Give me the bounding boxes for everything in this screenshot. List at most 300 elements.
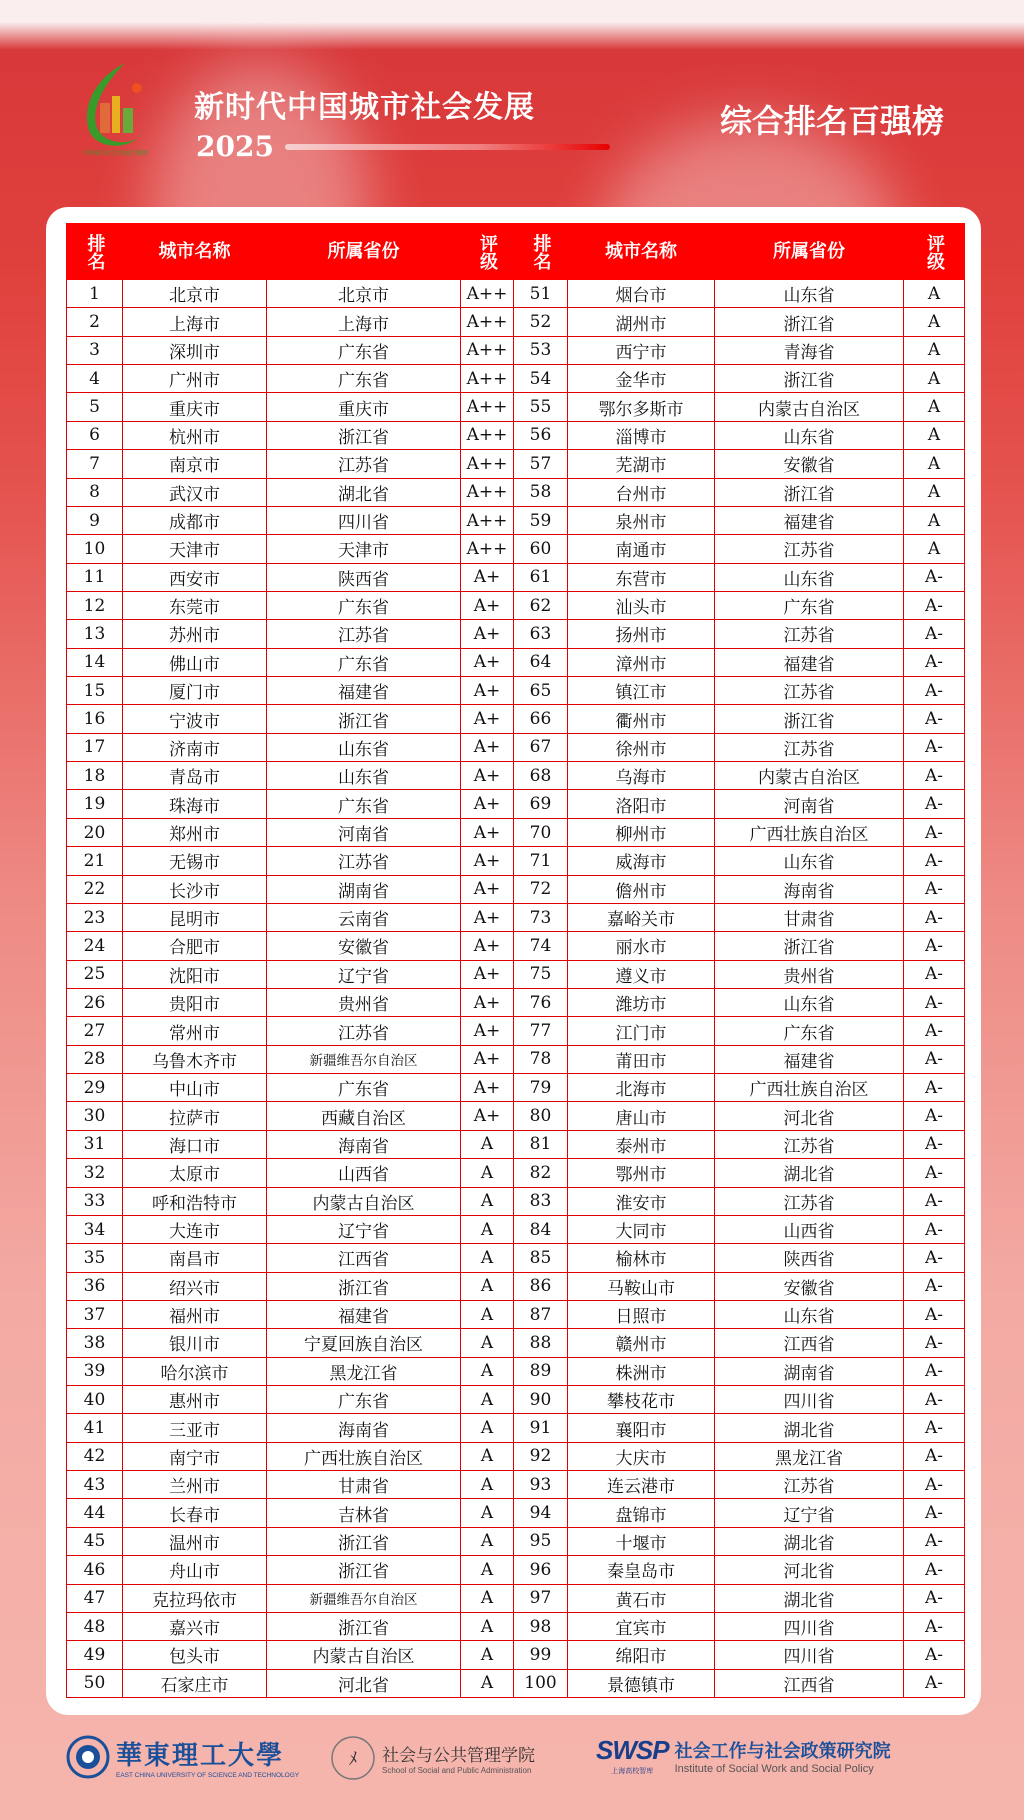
table-row [67,336,965,364]
cell-grade: A- [904,1102,965,1130]
cell-city: 日照市 [568,1300,715,1328]
cell-province: 江苏省 [715,733,904,761]
cell-city: 秦皇岛市 [568,1556,715,1584]
cell-grade: A [461,1159,514,1187]
header-grade: 评级 [461,224,514,280]
cell-grade: A- [904,1329,965,1357]
footer [0,1735,1024,1785]
table-row [67,1556,965,1584]
cell-province: 广东省 [267,1074,461,1102]
cell-province: 湖北省 [715,1584,904,1612]
cell-city: 西宁市 [568,336,715,364]
cell-rank: 100 [514,1669,568,1697]
cell-province: 广西壮族自治区 [715,1074,904,1102]
cell-province: 湖南省 [267,875,461,903]
cell-grade: A- [904,1357,965,1385]
cell-city: 无锡市 [123,847,267,875]
cell-rank: 96 [514,1556,568,1584]
table-row [67,506,965,534]
cell-rank: 95 [514,1527,568,1555]
cell-city: 北海市 [568,1074,715,1102]
cell-province: 天津市 [267,535,461,563]
cell-city: 镇江市 [568,677,715,705]
cell-city: 长春市 [123,1499,267,1527]
cell-province: 云南省 [267,903,461,931]
cell-province: 浙江省 [267,1612,461,1640]
cell-city: 天津市 [123,535,267,563]
cell-city: 大庆市 [568,1442,715,1470]
cell-city: 中山市 [123,1074,267,1102]
cell-grade: A++ [461,336,514,364]
cell-grade: A+ [461,875,514,903]
cell-rank: 69 [514,790,568,818]
cell-province: 广东省 [267,648,461,676]
cell-province: 江苏省 [267,620,461,648]
cell-province: 江苏省 [267,847,461,875]
cell-city: 攀枝花市 [568,1386,715,1414]
cell-grade: A+ [461,705,514,733]
table-row [67,790,965,818]
swsp-badge-sub: 上海高校智库 [611,1767,654,1775]
cell-city: 大连市 [123,1215,267,1243]
cell-rank: 71 [514,847,568,875]
cell-rank: 73 [514,903,568,931]
cell-city: 哈尔滨市 [123,1357,267,1385]
cell-grade: A [461,1471,514,1499]
cell-grade: A- [904,847,965,875]
cell-grade: A [904,450,965,478]
cell-grade: A+ [461,733,514,761]
table-row [67,1584,965,1612]
cell-rank: 63 [514,620,568,648]
cell-province: 湖北省 [715,1527,904,1555]
school-name-cn: 社会与公共管理学院 [382,1746,535,1766]
cell-grade: A [904,478,965,506]
cell-grade: A+ [461,762,514,790]
cell-grade: A- [904,1215,965,1243]
cell-province: 广东省 [267,365,461,393]
cell-province: 内蒙古自治区 [267,1641,461,1669]
cell-province: 宁夏回族自治区 [267,1329,461,1357]
cell-city: 乌鲁木齐市 [123,1045,267,1073]
cell-rank: 27 [67,1017,123,1045]
cell-rank: 80 [514,1102,568,1130]
cell-city: 榆林市 [568,1244,715,1272]
header-rank: 排名 [67,224,123,280]
cell-rank: 65 [514,677,568,705]
cell-rank: 54 [514,365,568,393]
cell-grade: A+ [461,1102,514,1130]
cell-grade: A- [904,677,965,705]
cell-rank: 57 [514,450,568,478]
cell-province: 浙江省 [715,365,904,393]
cell-grade: A+ [461,960,514,988]
cell-grade: A++ [461,535,514,563]
cell-province: 湖北省 [715,1414,904,1442]
cell-city: 威海市 [568,847,715,875]
cell-city: 青岛市 [123,762,267,790]
cell-province: 山西省 [715,1215,904,1243]
table-row [67,1357,965,1385]
cell-grade: A- [904,818,965,846]
cell-grade: A- [904,1159,965,1187]
cell-rank: 55 [514,393,568,421]
cell-grade: A++ [461,365,514,393]
table-row [67,1244,965,1272]
cell-city: 洛阳市 [568,790,715,818]
cell-province: 广西壮族自治区 [715,818,904,846]
cell-province: 陕西省 [267,563,461,591]
cell-grade: A [904,336,965,364]
cell-province: 黑龙江省 [267,1357,461,1385]
table-row [67,648,965,676]
cell-rank: 78 [514,1045,568,1073]
cell-grade: A- [904,1244,965,1272]
cell-city: 衢州市 [568,705,715,733]
cell-city: 郑州市 [123,818,267,846]
swsp-name-cn: 社会工作与社会政策研究院 [674,1740,891,1762]
table-row [67,1102,965,1130]
cell-grade: A [904,535,965,563]
cell-city: 唐山市 [568,1102,715,1130]
cell-grade: A+ [461,903,514,931]
cell-grade: A+ [461,677,514,705]
ecust-logo [66,1735,299,1779]
table-row [67,478,965,506]
table-row [67,733,965,761]
table-row [67,1414,965,1442]
cell-grade: A- [904,960,965,988]
cell-rank: 88 [514,1329,568,1357]
cell-rank: 50 [67,1669,123,1697]
cell-city: 扬州市 [568,620,715,648]
cell-province: 内蒙古自治区 [715,393,904,421]
cell-rank: 35 [67,1244,123,1272]
cell-grade: A [461,1612,514,1640]
cell-grade: A [461,1641,514,1669]
header-city: 城市名称 [123,224,267,280]
cell-rank: 37 [67,1300,123,1328]
page-subtitle: 综合排名百强榜 [720,102,945,140]
cell-rank: 28 [67,1045,123,1073]
cell-grade: A++ [461,421,514,449]
cell-city: 鄂州市 [568,1159,715,1187]
cell-province: 广东省 [267,591,461,619]
cell-grade: A- [904,1471,965,1499]
cell-province: 江苏省 [715,620,904,648]
table-row [67,705,965,733]
cell-grade: A++ [461,308,514,336]
cell-province: 山东省 [715,421,904,449]
cell-city: 南通市 [568,535,715,563]
cell-province: 海南省 [267,1414,461,1442]
cell-rank: 1 [67,280,123,308]
cell-grade: A++ [461,506,514,534]
cell-rank: 10 [67,535,123,563]
cell-city: 宁波市 [123,705,267,733]
cell-province: 江苏省 [267,1017,461,1045]
cell-rank: 92 [514,1442,568,1470]
cell-city: 重庆市 [123,393,267,421]
school-emblem-icon [330,1735,376,1781]
cell-grade: A [461,1244,514,1272]
cell-province: 贵州省 [267,988,461,1016]
table-row [67,875,965,903]
cell-grade: A- [904,1499,965,1527]
cell-city: 佛山市 [123,648,267,676]
cell-grade: A [461,1499,514,1527]
cell-grade: A [461,1272,514,1300]
cell-province: 江苏省 [267,450,461,478]
table-row [67,1386,965,1414]
cell-city: 长沙市 [123,875,267,903]
cell-grade: A- [904,1017,965,1045]
svg-text:中国城市社会发展百强榜: 中国城市社会发展百强榜 [81,150,149,157]
cell-rank: 29 [67,1074,123,1102]
cell-rank: 66 [514,705,568,733]
table-row [67,1074,965,1102]
cell-city: 株洲市 [568,1357,715,1385]
cell-grade: A++ [461,478,514,506]
cell-rank: 7 [67,450,123,478]
cell-province: 湖北省 [267,478,461,506]
cell-province: 吉林省 [267,1499,461,1527]
cell-city: 福州市 [123,1300,267,1328]
cell-grade: A- [904,790,965,818]
cell-city: 拉萨市 [123,1102,267,1130]
cell-rank: 75 [514,960,568,988]
ecust-emblem-icon [66,1735,110,1779]
cell-province: 青海省 [715,336,904,364]
cell-province: 甘肃省 [715,903,904,931]
cell-rank: 84 [514,1215,568,1243]
table-row [67,535,965,563]
cell-city: 柳州市 [568,818,715,846]
cell-city: 苏州市 [123,620,267,648]
cell-grade: A- [904,563,965,591]
cell-grade: A- [904,1386,965,1414]
cell-province: 湖北省 [715,1159,904,1187]
cell-rank: 30 [67,1102,123,1130]
table-row [67,280,965,308]
cell-rank: 49 [67,1641,123,1669]
year-label: 2025 [196,130,274,163]
cell-province: 辽宁省 [715,1499,904,1527]
cell-city: 合肥市 [123,932,267,960]
cell-province: 山东省 [715,988,904,1016]
cell-grade: A- [904,1130,965,1158]
cell-grade: A+ [461,790,514,818]
table-row [67,620,965,648]
cell-grade: A [461,1527,514,1555]
cell-rank: 24 [67,932,123,960]
cell-province: 辽宁省 [267,1215,461,1243]
table-row [67,1017,965,1045]
cell-grade: A [461,1386,514,1414]
cell-rank: 86 [514,1272,568,1300]
cell-province: 山东省 [715,847,904,875]
cell-grade: A- [904,1669,965,1697]
cell-city: 克拉玛依市 [123,1584,267,1612]
cell-province: 四川省 [715,1612,904,1640]
cell-rank: 20 [67,818,123,846]
cell-grade: A [461,1300,514,1328]
cell-province: 重庆市 [267,393,461,421]
cell-province: 河北省 [715,1556,904,1584]
cell-city: 三亚市 [123,1414,267,1442]
cell-grade: A- [904,762,965,790]
school-logo [330,1735,535,1781]
cell-province: 广东省 [267,1386,461,1414]
cell-province: 西藏自治区 [267,1102,461,1130]
cell-city: 贵阳市 [123,988,267,1016]
cell-province: 浙江省 [715,705,904,733]
table-row [67,988,965,1016]
cell-province: 山东省 [715,563,904,591]
table-row [67,1612,965,1640]
table-row [67,960,965,988]
cell-rank: 68 [514,762,568,790]
cell-rank: 70 [514,818,568,846]
cell-rank: 99 [514,1641,568,1669]
cell-city: 汕头市 [568,591,715,619]
cell-grade: A [904,506,965,534]
cell-grade: A+ [461,932,514,960]
cell-city: 黄石市 [568,1584,715,1612]
table-row [67,1442,965,1470]
cell-rank: 44 [67,1499,123,1527]
cell-province: 新疆维吾尔自治区 [267,1584,461,1612]
cell-city: 景德镇市 [568,1669,715,1697]
cell-grade: A- [904,903,965,931]
cell-province: 广东省 [267,336,461,364]
cell-grade: A [461,1187,514,1215]
cell-city: 台州市 [568,478,715,506]
cell-grade: A- [904,1556,965,1584]
cell-province: 河南省 [267,818,461,846]
cell-city: 济南市 [123,733,267,761]
cell-city: 漳州市 [568,648,715,676]
cell-province: 安徽省 [267,932,461,960]
cell-province: 江西省 [715,1329,904,1357]
cell-rank: 25 [67,960,123,988]
cell-province: 内蒙古自治区 [715,762,904,790]
table-row [67,1527,965,1555]
cell-grade: A [461,1414,514,1442]
ranking-table [66,223,965,1698]
cell-rank: 21 [67,847,123,875]
cell-grade: A [904,393,965,421]
cell-city: 呼和浩特市 [123,1187,267,1215]
cell-city: 淮安市 [568,1187,715,1215]
table-row [67,1159,965,1187]
cell-grade: A [904,280,965,308]
cell-city: 连云港市 [568,1471,715,1499]
cell-city: 深圳市 [123,336,267,364]
cell-grade: A- [904,1612,965,1640]
table-row [67,1471,965,1499]
cell-city: 泉州市 [568,506,715,534]
cell-province: 海南省 [715,875,904,903]
cell-province: 江苏省 [715,1130,904,1158]
cell-city: 包头市 [123,1641,267,1669]
cell-rank: 18 [67,762,123,790]
cell-city: 石家庄市 [123,1669,267,1697]
cell-rank: 39 [67,1357,123,1385]
cell-province: 江苏省 [715,535,904,563]
cell-city: 南宁市 [123,1442,267,1470]
cell-rank: 23 [67,903,123,931]
cell-province: 上海市 [267,308,461,336]
header-city: 城市名称 [568,224,715,280]
cell-grade: A+ [461,1045,514,1073]
cell-city: 遵义市 [568,960,715,988]
cell-city: 湖州市 [568,308,715,336]
cell-grade: A [461,1669,514,1697]
cell-rank: 3 [67,336,123,364]
cell-city: 鄂尔多斯市 [568,393,715,421]
header-province: 所属省份 [267,224,461,280]
cell-grade: A- [904,875,965,903]
cell-rank: 33 [67,1187,123,1215]
cell-rank: 62 [514,591,568,619]
cell-city: 东莞市 [123,591,267,619]
cell-province: 浙江省 [267,1556,461,1584]
swsp-logo [596,1735,891,1776]
cell-province: 陕西省 [715,1244,904,1272]
cell-rank: 97 [514,1584,568,1612]
cell-rank: 36 [67,1272,123,1300]
cell-rank: 81 [514,1130,568,1158]
cell-grade: A++ [461,450,514,478]
table-row [67,1669,965,1697]
table-row [67,847,965,875]
table-row [67,677,965,705]
cell-province: 浙江省 [267,1527,461,1555]
table-row [67,1130,965,1158]
cell-city: 丽水市 [568,932,715,960]
cell-province: 江西省 [715,1669,904,1697]
table-row [67,1329,965,1357]
cell-province: 江苏省 [715,1187,904,1215]
cell-province: 浙江省 [715,932,904,960]
cell-rank: 76 [514,988,568,1016]
cell-grade: A+ [461,1074,514,1102]
cell-rank: 89 [514,1357,568,1385]
cell-grade: A- [904,648,965,676]
cell-rank: 53 [514,336,568,364]
cell-city: 上海市 [123,308,267,336]
cell-city: 珠海市 [123,790,267,818]
cell-grade: A+ [461,620,514,648]
cell-city: 常州市 [123,1017,267,1045]
cell-grade: A+ [461,591,514,619]
cell-province: 河北省 [715,1102,904,1130]
cell-province: 安徽省 [715,450,904,478]
table-row [67,1272,965,1300]
cell-province: 北京市 [267,280,461,308]
cell-city: 金华市 [568,365,715,393]
cell-city: 昆明市 [123,903,267,931]
cell-rank: 52 [514,308,568,336]
cell-province: 四川省 [715,1641,904,1669]
header-grade: 评级 [904,224,965,280]
cell-rank: 45 [67,1527,123,1555]
cell-city: 惠州市 [123,1386,267,1414]
cell-grade: A- [904,591,965,619]
svg-text:ﾒ: ﾒ [348,1749,358,1770]
cell-city: 绵阳市 [568,1641,715,1669]
